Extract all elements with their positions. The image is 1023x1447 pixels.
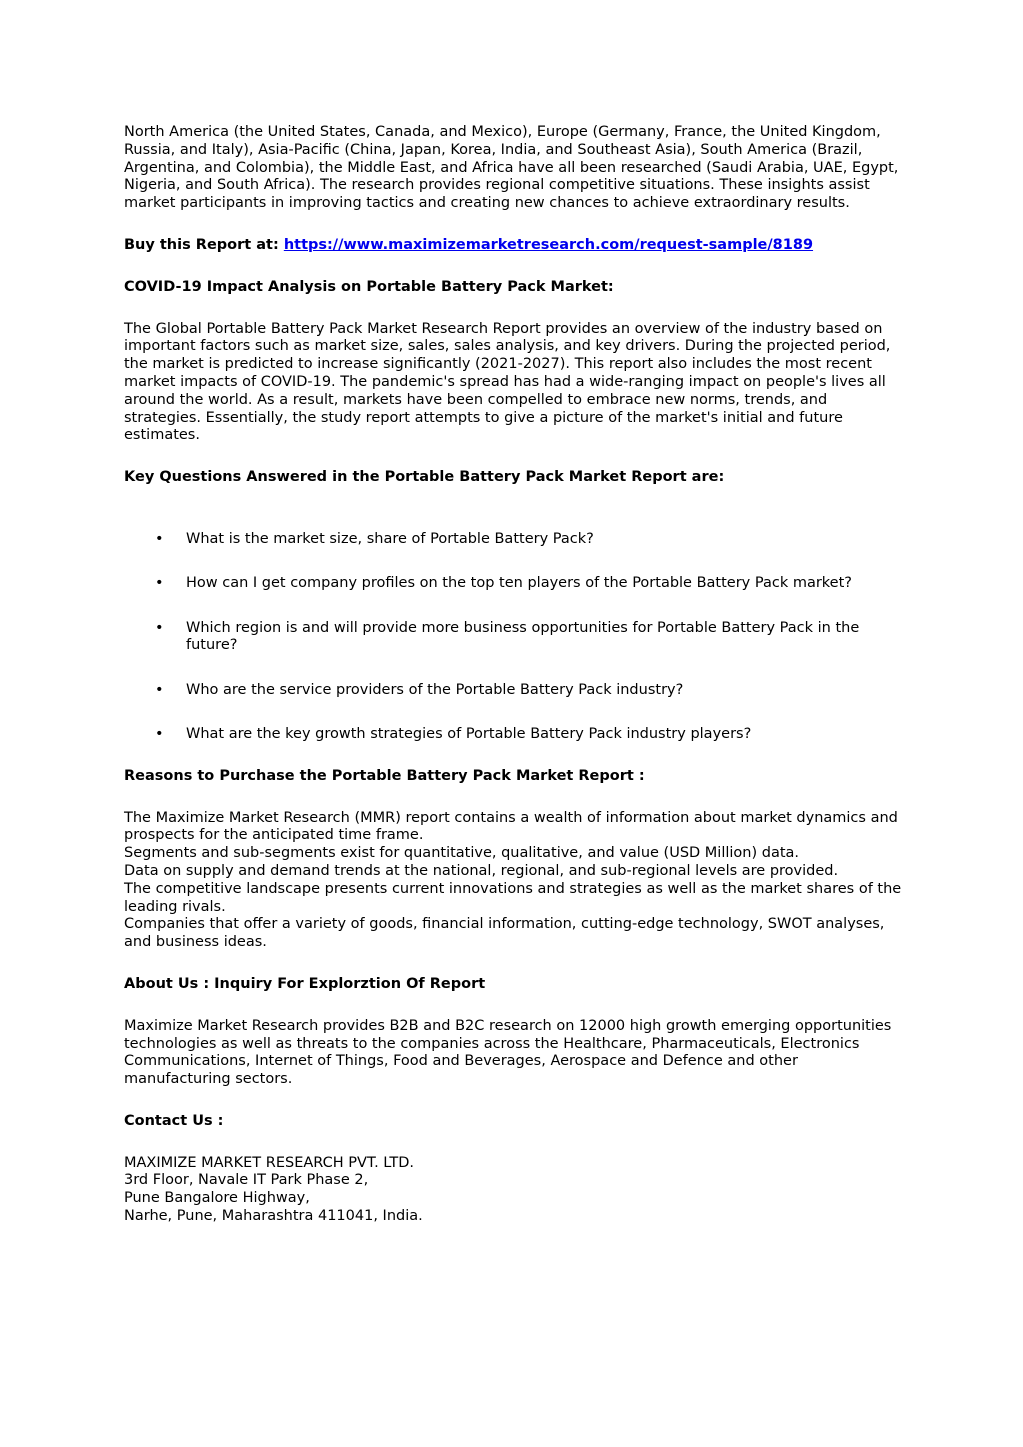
question-text: Who are the service providers of the Portable Battery Pack industry? xyxy=(186,681,684,698)
contact-heading: Contact Us : xyxy=(124,1112,224,1129)
about-paragraph: Maximize Market Research provides B2B and B2C research on 12000 high growth emerging opportunities technologies as well as threats to the companies across the Healthcare, Pharmaceuticals, Electronics Communications, Internet of Things, Food and Beverages, Aerospace and Defence and other manufacturing sectors. xyxy=(124,1017,892,1088)
question-text: Which region is and will provide more business opportunities for Portable Battery Pack in the future? xyxy=(186,619,860,654)
document-page xyxy=(124,124,904,1226)
questions-heading: Key Questions Answered in the Portable Battery Pack Market Report are: xyxy=(124,469,725,486)
about-heading: About Us : Inquiry For Explorztion Of Report xyxy=(124,975,486,992)
covid-paragraph: The Global Portable Battery Pack Market Research Report provides an overview of the industry based on important factors such as market size, sales, sales analysis, and key drivers. During the projected period, the market is predicted to increase significantly (2021-2027). This report also includes the most recent market impacts of COVID-19. The pandemic's spread has had a wide-ranging impact on people's lives all around the world. As a result, markets have been compelled to embrace new norms, trends, and strategies. Essentially, the study report attempts to give a picture of the market's initial and future estimates. xyxy=(124,320,891,444)
list-item xyxy=(124,682,904,700)
request-sample-link[interactable]: https://www.maximizemarketresearch.com/request-sample/8189 xyxy=(283,236,814,253)
question-text: How can I get company profiles on the top ten players of the Portable Battery Pack market? xyxy=(186,575,852,592)
regions-paragraph: North America (the United States, Canada, and Mexico), Europe (Germany, France, the United Kingdom, Russia, and Italy), Asia-Pacific (China, Japan, Korea, India, and Southeast Asia), South America (Brazil, Argentina, and Colombia), the Middle East, and Africa have all been researched (Saudi Arabia, UAE, Egypt, Nigeria, and South Africa). The research provides regional competitive situations. These insights assist market participants in improving tactics and creating new chances to achieve extraordinary results. xyxy=(124,124,899,212)
address-line: MAXIMIZE MARKET RESEARCH PVT. LTD. xyxy=(124,1154,415,1171)
reason-line: Segments and sub-segments exist for quantitative, qualitative, and value (USD Million) data. xyxy=(124,845,800,862)
reason-line: Data on supply and demand trends at the national, regional, and sub-regional levels are provided. xyxy=(124,862,839,879)
list-item xyxy=(124,620,904,656)
reason-line: The Maximize Market Research (MMR) report contains a wealth of information about market dynamics and prospects for the anticipated time frame. xyxy=(124,809,898,844)
contact-address xyxy=(124,1155,904,1226)
covid-heading: COVID-19 Impact Analysis on Portable Battery Pack Market: xyxy=(124,278,614,295)
bullet-icon: • xyxy=(155,619,164,636)
list-item xyxy=(124,575,904,593)
address-line: 3rd Floor, Navale IT Park Phase 2, xyxy=(124,1172,369,1189)
reasons-block xyxy=(124,810,904,952)
list-item xyxy=(124,726,904,744)
bullet-icon: • xyxy=(155,681,164,698)
bullet-icon: • xyxy=(155,575,164,592)
address-line: Narhe, Pune, Maharashtra 411041, India. xyxy=(124,1208,423,1225)
question-text: What is the market size, share of Portable Battery Pack? xyxy=(186,530,594,547)
buy-report-line xyxy=(124,237,904,255)
question-text: What are the key growth strategies of Portable Battery Pack industry players? xyxy=(186,725,752,742)
list-item xyxy=(124,531,904,549)
address-line: Pune Bangalore Highway, xyxy=(124,1190,310,1207)
reasons-heading: Reasons to Purchase the Portable Battery Pack Market Report : xyxy=(124,767,645,784)
reason-line: The competitive landscape presents current innovations and strategies as well as the market shares of the leading rivals. xyxy=(124,880,902,915)
bullet-icon: • xyxy=(155,530,164,547)
bullet-icon: • xyxy=(155,725,164,742)
questions-list xyxy=(124,531,904,744)
reason-line: Companies that offer a variety of goods, financial information, cutting-edge technology, SWOT analyses, and business ideas. xyxy=(124,916,885,951)
buy-report-label: Buy this Report at: xyxy=(124,236,284,253)
